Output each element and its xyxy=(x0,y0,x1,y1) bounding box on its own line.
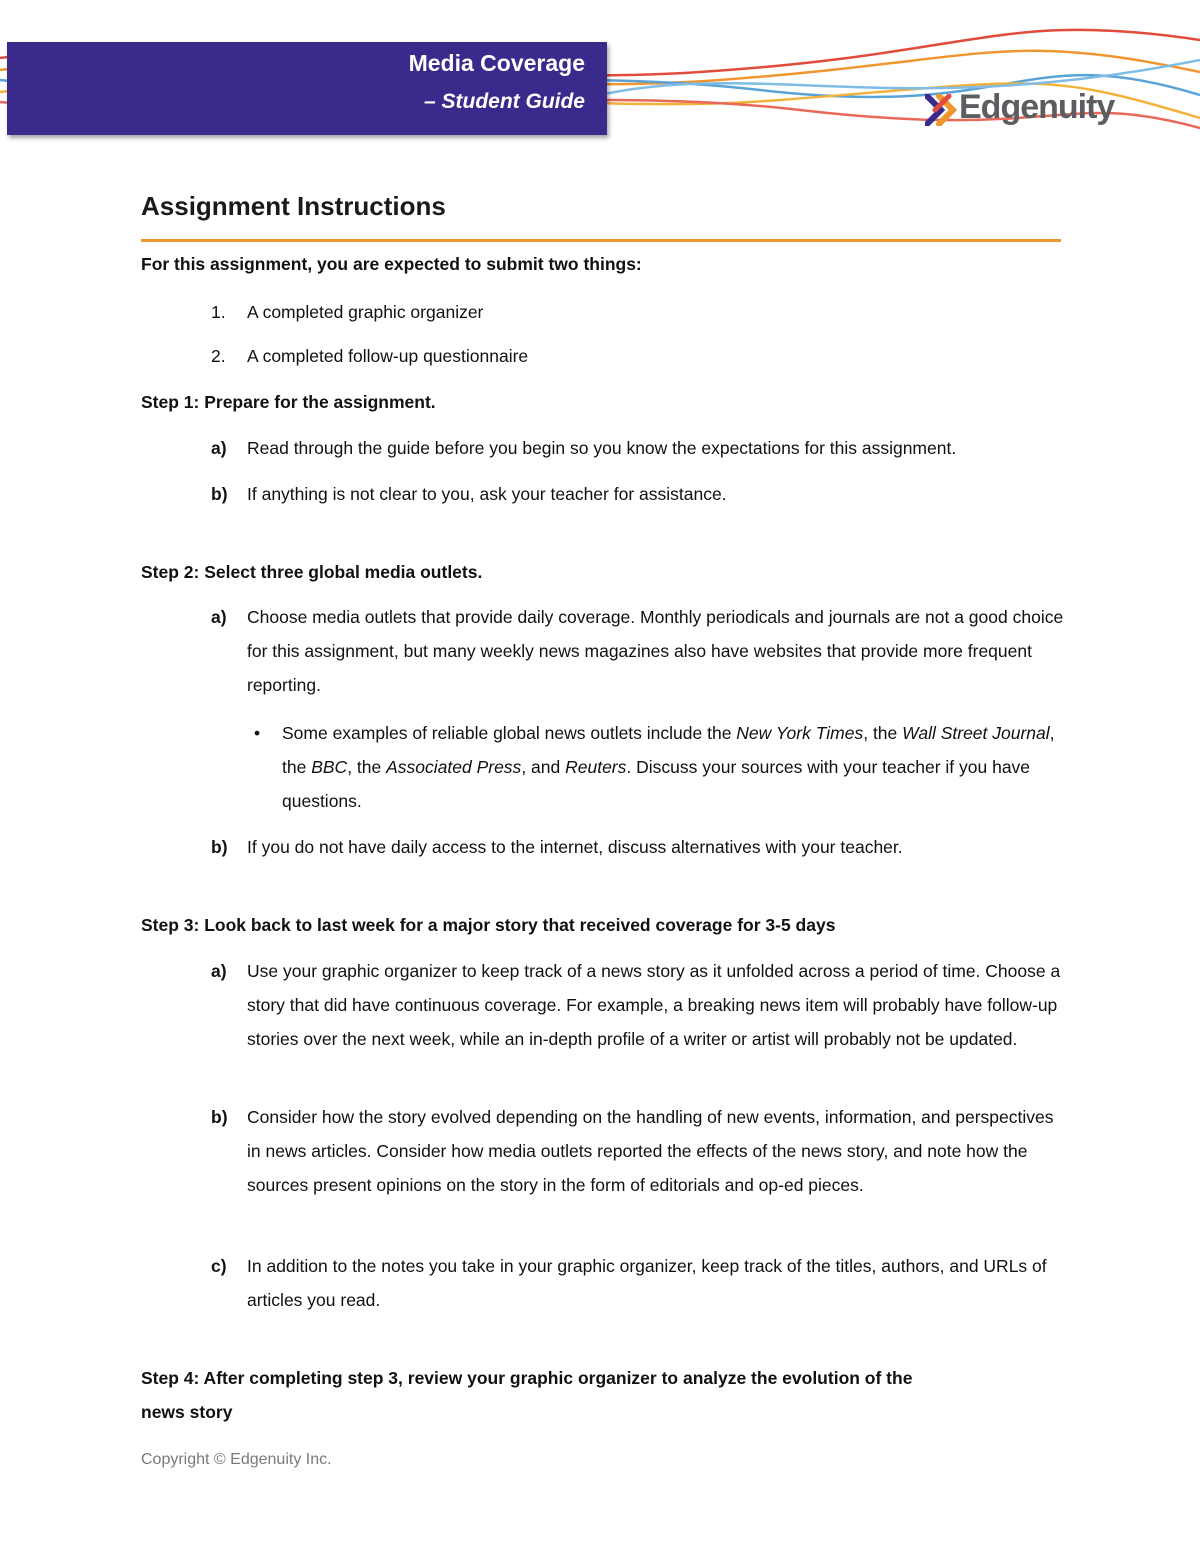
outlet-reuters: Reuters xyxy=(565,757,627,777)
step-2-b-text: If you do not have daily access to the internet, discuss alternatives with your teacher. xyxy=(247,837,903,857)
item-marker: a) xyxy=(211,438,227,458)
intro-text: For this assignment, you are expected to submit two things: xyxy=(141,254,642,274)
guide-subtitle: – Student Guide xyxy=(423,90,585,113)
step-4-title-cont: news story xyxy=(141,1402,233,1422)
item-marker: a) xyxy=(211,961,227,981)
step-1-item-b xyxy=(211,477,1067,511)
bullet-icon: • xyxy=(254,723,261,743)
bullet-text: , the xyxy=(347,757,387,777)
edgenuity-logo-text: Edgenuity xyxy=(959,88,1115,126)
bullet-text: Some examples of reliable global news outlets include the xyxy=(282,723,737,743)
bullet-text: , the xyxy=(282,723,1055,777)
outlet-wsj: Wall Street Journal xyxy=(902,723,1050,743)
deliverable-2 xyxy=(211,339,1067,373)
deliverable-text: A completed follow-up questionnaire xyxy=(247,346,529,366)
list-number: 2. xyxy=(211,346,226,366)
step-4-title: Step 4: After completing step 3, review your graphic organizer to analyze the evolution of the xyxy=(141,1368,913,1388)
edgenuity-x-icon xyxy=(925,94,959,126)
guide-title-box xyxy=(7,42,607,135)
bullet-text: , the xyxy=(863,723,903,743)
deliverable-1 xyxy=(211,295,1067,329)
step-3-c-text: In addition to the notes you take in your graphic organizer, keep track of the titles, authors, and URLs of articles you read. xyxy=(247,1256,1047,1310)
bullet-text: , and xyxy=(521,757,566,777)
item-marker: b) xyxy=(211,837,228,857)
step-1-item-a xyxy=(211,431,1067,465)
outlet-ap: Associated Press xyxy=(386,757,522,777)
step-3-title: Step 3: Look back to last week for a major story that received coverage for 3-5 days xyxy=(141,915,836,935)
copyright-footer: Copyright © Edgenuity Inc. xyxy=(141,1451,332,1468)
item-marker: b) xyxy=(211,1107,228,1127)
item-marker: b) xyxy=(211,484,228,504)
step-3-a-text: Use your graphic organizer to keep track of a news story as it unfolded across a period of time. Choose a story that did have continuous coverage. For example, a breaking news item will probably have follow-up stories over the next week, while an in-depth profile of a writer or artist will probably not be updated. xyxy=(247,961,1061,1049)
step-2-item-b xyxy=(211,830,1067,864)
outlet-bbc: BBC xyxy=(311,757,348,777)
assignment-heading: Assignment Instructions xyxy=(141,191,446,221)
deliverable-text: A completed graphic organizer xyxy=(247,302,484,322)
step-1-title: Step 1: Prepare for the assignment. xyxy=(141,392,436,412)
outlet-nyt: New York Times xyxy=(736,723,864,743)
item-marker: a) xyxy=(211,607,227,627)
step-3-item-c xyxy=(211,1249,1067,1317)
item-marker: c) xyxy=(211,1256,227,1276)
edgenuity-logo xyxy=(925,88,1115,132)
list-number: 1. xyxy=(211,302,226,322)
guide-title: Media Coverage xyxy=(408,50,585,76)
step-3-item-b xyxy=(211,1100,1067,1202)
step-3-b-text: Consider how the story evolved depending on the handling of new events, information, and perspectives in news articles. Consider how media outlets reported the effects of the news story, and note how the sources present opinions on the story in the form of editorials and op-ed pieces. xyxy=(247,1107,1054,1195)
step-2-bullet xyxy=(254,716,1062,818)
step-2-item-a xyxy=(211,600,1067,702)
heading-divider xyxy=(141,239,1061,242)
bullet-text: . Discuss your sources with your teacher if you have questions. xyxy=(282,757,1031,811)
step-1-b-text: If anything is not clear to you, ask your teacher for assistance. xyxy=(247,484,727,504)
step-1-a-text: Read through the guide before you begin so you know the expectations for this assignment. xyxy=(247,438,957,458)
step-2-title: Step 2: Select three global media outlets. xyxy=(141,562,483,582)
step-2-a-text: Choose media outlets that provide daily coverage. Monthly periodicals and journals are not a good choice for this assignment, but many weekly news magazines also have websites that provide more frequent reporting. xyxy=(247,607,1064,695)
step-3-item-a xyxy=(211,954,1067,1056)
